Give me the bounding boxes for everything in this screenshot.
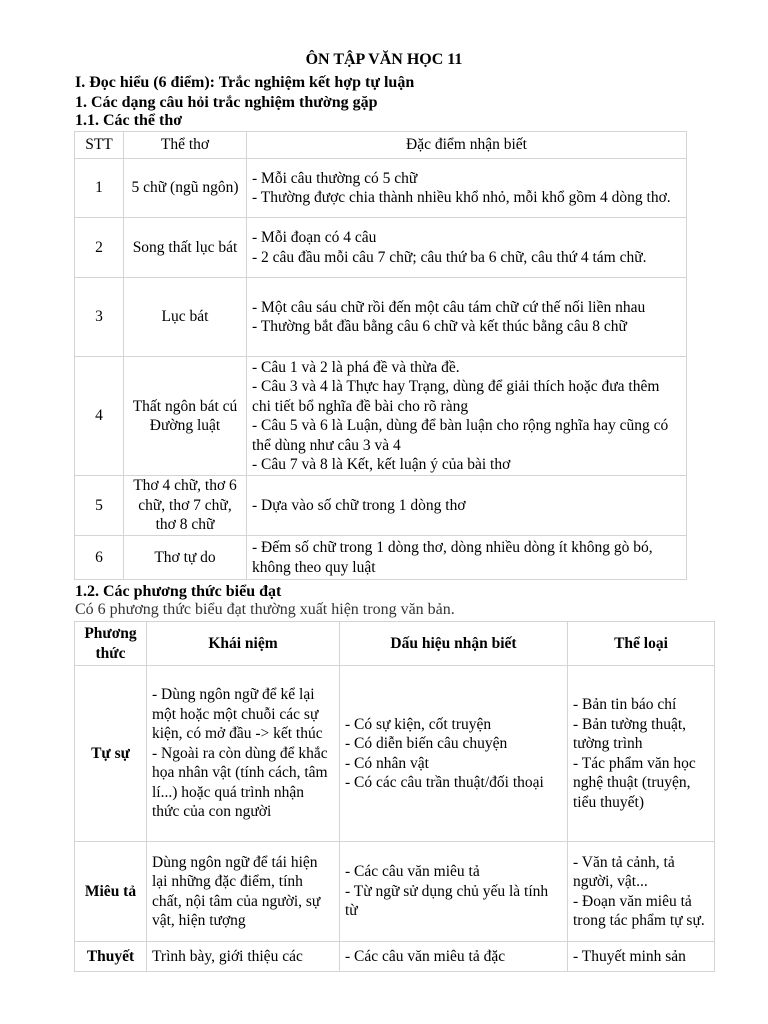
row-genre-line: - Bản tin báo chí <box>573 696 677 713</box>
table-header-concept: Khái niệm <box>147 622 340 666</box>
row-features <box>247 357 687 476</box>
row-genre-line: - Đoạn văn miêu tả trong tác phẩm tự sự. <box>573 892 705 929</box>
row-poem-form: Song thất lục bát <box>124 218 247 278</box>
row-genre <box>568 942 715 972</box>
row-features-line: - Câu 1 và 2 là phá đề và thừa đề. <box>252 358 460 376</box>
intro-text: Có 6 phương thức biểu đạt thường xuất hiện trong văn bản. <box>75 601 455 618</box>
row-signs <box>340 666 568 842</box>
row-features-line: - Mỗi đoạn có 4 câu <box>252 229 377 246</box>
row-genre-line: - Văn tả cảnh, tả người, vật... <box>573 853 675 890</box>
row-genre-line: - Tác phẩm văn học nghệ thuật (truyện, tiểu thuyết) <box>573 754 696 811</box>
row-mode-name: Tự sự <box>75 666 147 842</box>
section-heading-poem-forms: 1.1. Các thể thơ <box>75 112 183 129</box>
row-signs-line: - Có sự kiện, cốt truyện <box>345 715 492 733</box>
row-features-line: - Dựa vào số chữ trong 1 dòng thơ <box>252 496 466 514</box>
row-mode-name: Miêu tả <box>75 842 147 942</box>
table-header-stt: STT <box>75 132 124 159</box>
table-row <box>75 536 687 580</box>
table-row <box>75 666 715 842</box>
row-genre-line: - Thuyết minh sản <box>573 947 686 965</box>
row-features <box>247 159 687 218</box>
row-features-line: - Một câu sáu chữ rồi đến một câu tám chữ cứ thế nối liền nhau <box>252 298 646 316</box>
table-row <box>75 942 715 972</box>
row-genre <box>568 842 715 942</box>
row-features-line: - Thường bắt đầu bằng câu 6 chữ và kết thúc bằng câu 8 chữ <box>252 318 627 335</box>
row-stt: 3 <box>75 278 124 357</box>
row-stt: 4 <box>75 357 124 476</box>
table-row <box>75 357 687 476</box>
table-row <box>75 476 687 536</box>
row-signs-line: - Các câu văn miêu tả đặc <box>345 947 506 965</box>
row-poem-form: Thơ tự do <box>124 536 247 580</box>
row-signs <box>340 942 568 972</box>
table-row <box>75 278 687 357</box>
table-header-signs: Dấu hiệu nhận biết <box>340 622 568 666</box>
row-features <box>247 476 687 536</box>
row-features <box>247 536 687 580</box>
poem-forms-table <box>74 131 687 580</box>
expression-modes-table <box>74 621 715 972</box>
row-signs-line: - Từ ngữ sử dụng chủ yếu là tính từ <box>345 882 549 920</box>
row-concept <box>147 666 340 842</box>
section-heading-question-types: 1. Các dạng câu hỏi trắc nghiệm thường gặp <box>75 94 378 111</box>
row-poem-form: Lục bát <box>124 278 247 357</box>
row-concept <box>147 942 340 972</box>
row-poem-form: 5 chữ (ngũ ngôn) <box>124 159 247 218</box>
row-signs-line: - Các câu văn miêu tả <box>345 863 480 881</box>
section-heading-expression-modes: 1.2. Các phương thức biểu đạt <box>75 583 282 600</box>
table-header-features: Đặc điểm nhận biết <box>247 132 687 159</box>
row-features <box>247 218 687 278</box>
row-signs <box>340 842 568 942</box>
row-features-line: - Câu 5 và 6 là Luận, dùng để bàn luận cho rộng nghĩa hay cũng có thể dùng như câu 3 và 4 <box>252 417 669 454</box>
row-features-line: - Câu 7 và 8 là Kết, kết luận ý của bài thơ <box>252 456 511 473</box>
table-header-poem-form: Thể thơ <box>124 132 247 159</box>
row-concept-line: - Ngoài ra còn dùng để khắc họa nhân vật (tính cách, tâm lí...) hoặc quá trình nhận thức của con người <box>152 744 328 821</box>
row-poem-form: Thất ngôn bát cú Đường luật <box>124 357 247 476</box>
row-stt: 2 <box>75 218 124 278</box>
row-stt: 5 <box>75 476 124 536</box>
table-header-genre: Thể loại <box>568 622 715 666</box>
row-genre-line: - Bản tường thuật, tường trình <box>573 715 687 752</box>
row-signs-line: - Có diễn biến câu chuyện <box>345 735 508 752</box>
table-row <box>75 159 687 218</box>
row-features-line: - Đếm số chữ trong 1 dòng thơ, dòng nhiều dòng ít không gò bó, không theo quy luật <box>252 539 653 576</box>
row-signs-line: - Có nhân vật <box>345 754 429 772</box>
row-genre <box>568 666 715 842</box>
row-concept-line: Trình bày, giới thiệu các <box>152 947 303 965</box>
row-concept-line: - Dùng ngôn ngữ để kể lại một hoặc một chuỗi các sự kiện, có mở đầu -> kết thúc <box>152 686 323 743</box>
row-concept-line: Dùng ngôn ngữ để tái hiện lại những đặc điểm, tính chất, nội tâm của người, sự vật, hiện tượng <box>152 853 321 929</box>
row-features-line: - 2 câu đầu mỗi câu 7 chữ; câu thứ ba 6 chữ, câu thứ 4 tám chữ. <box>252 248 647 266</box>
row-features-line: - Câu 3 và 4 là Thực hay Trạng, dùng để giải thích hoặc đưa thêm chi tiết bổ nghĩa đề bài cho rõ ràng <box>252 378 660 415</box>
row-poem-form: Thơ 4 chữ, thơ 6 chữ, thơ 7 chữ, thơ 8 chữ <box>124 476 247 536</box>
page-title: ÔN TẬP VĂN HỌC 11 <box>305 51 463 68</box>
section-heading-reading: I. Đọc hiểu (6 điểm): Trắc nghiệm kết hợp tự luận <box>75 74 415 91</box>
row-signs-line: - Có các câu trần thuật/đối thoại <box>345 774 544 791</box>
row-stt: 1 <box>75 159 124 218</box>
row-features-line: - Thường được chia thành nhiều khổ nhỏ, mỗi khổ gồm 4 dòng thơ. <box>252 189 671 206</box>
table-row <box>75 842 715 942</box>
table-header-mode: Phương thức <box>75 622 147 666</box>
row-concept <box>147 842 340 942</box>
row-features-line: - Mỗi câu thường có 5 chữ <box>252 169 418 187</box>
row-stt: 6 <box>75 536 124 580</box>
table-row <box>75 218 687 278</box>
row-features <box>247 278 687 357</box>
row-mode-name: Thuyết <box>75 942 147 972</box>
